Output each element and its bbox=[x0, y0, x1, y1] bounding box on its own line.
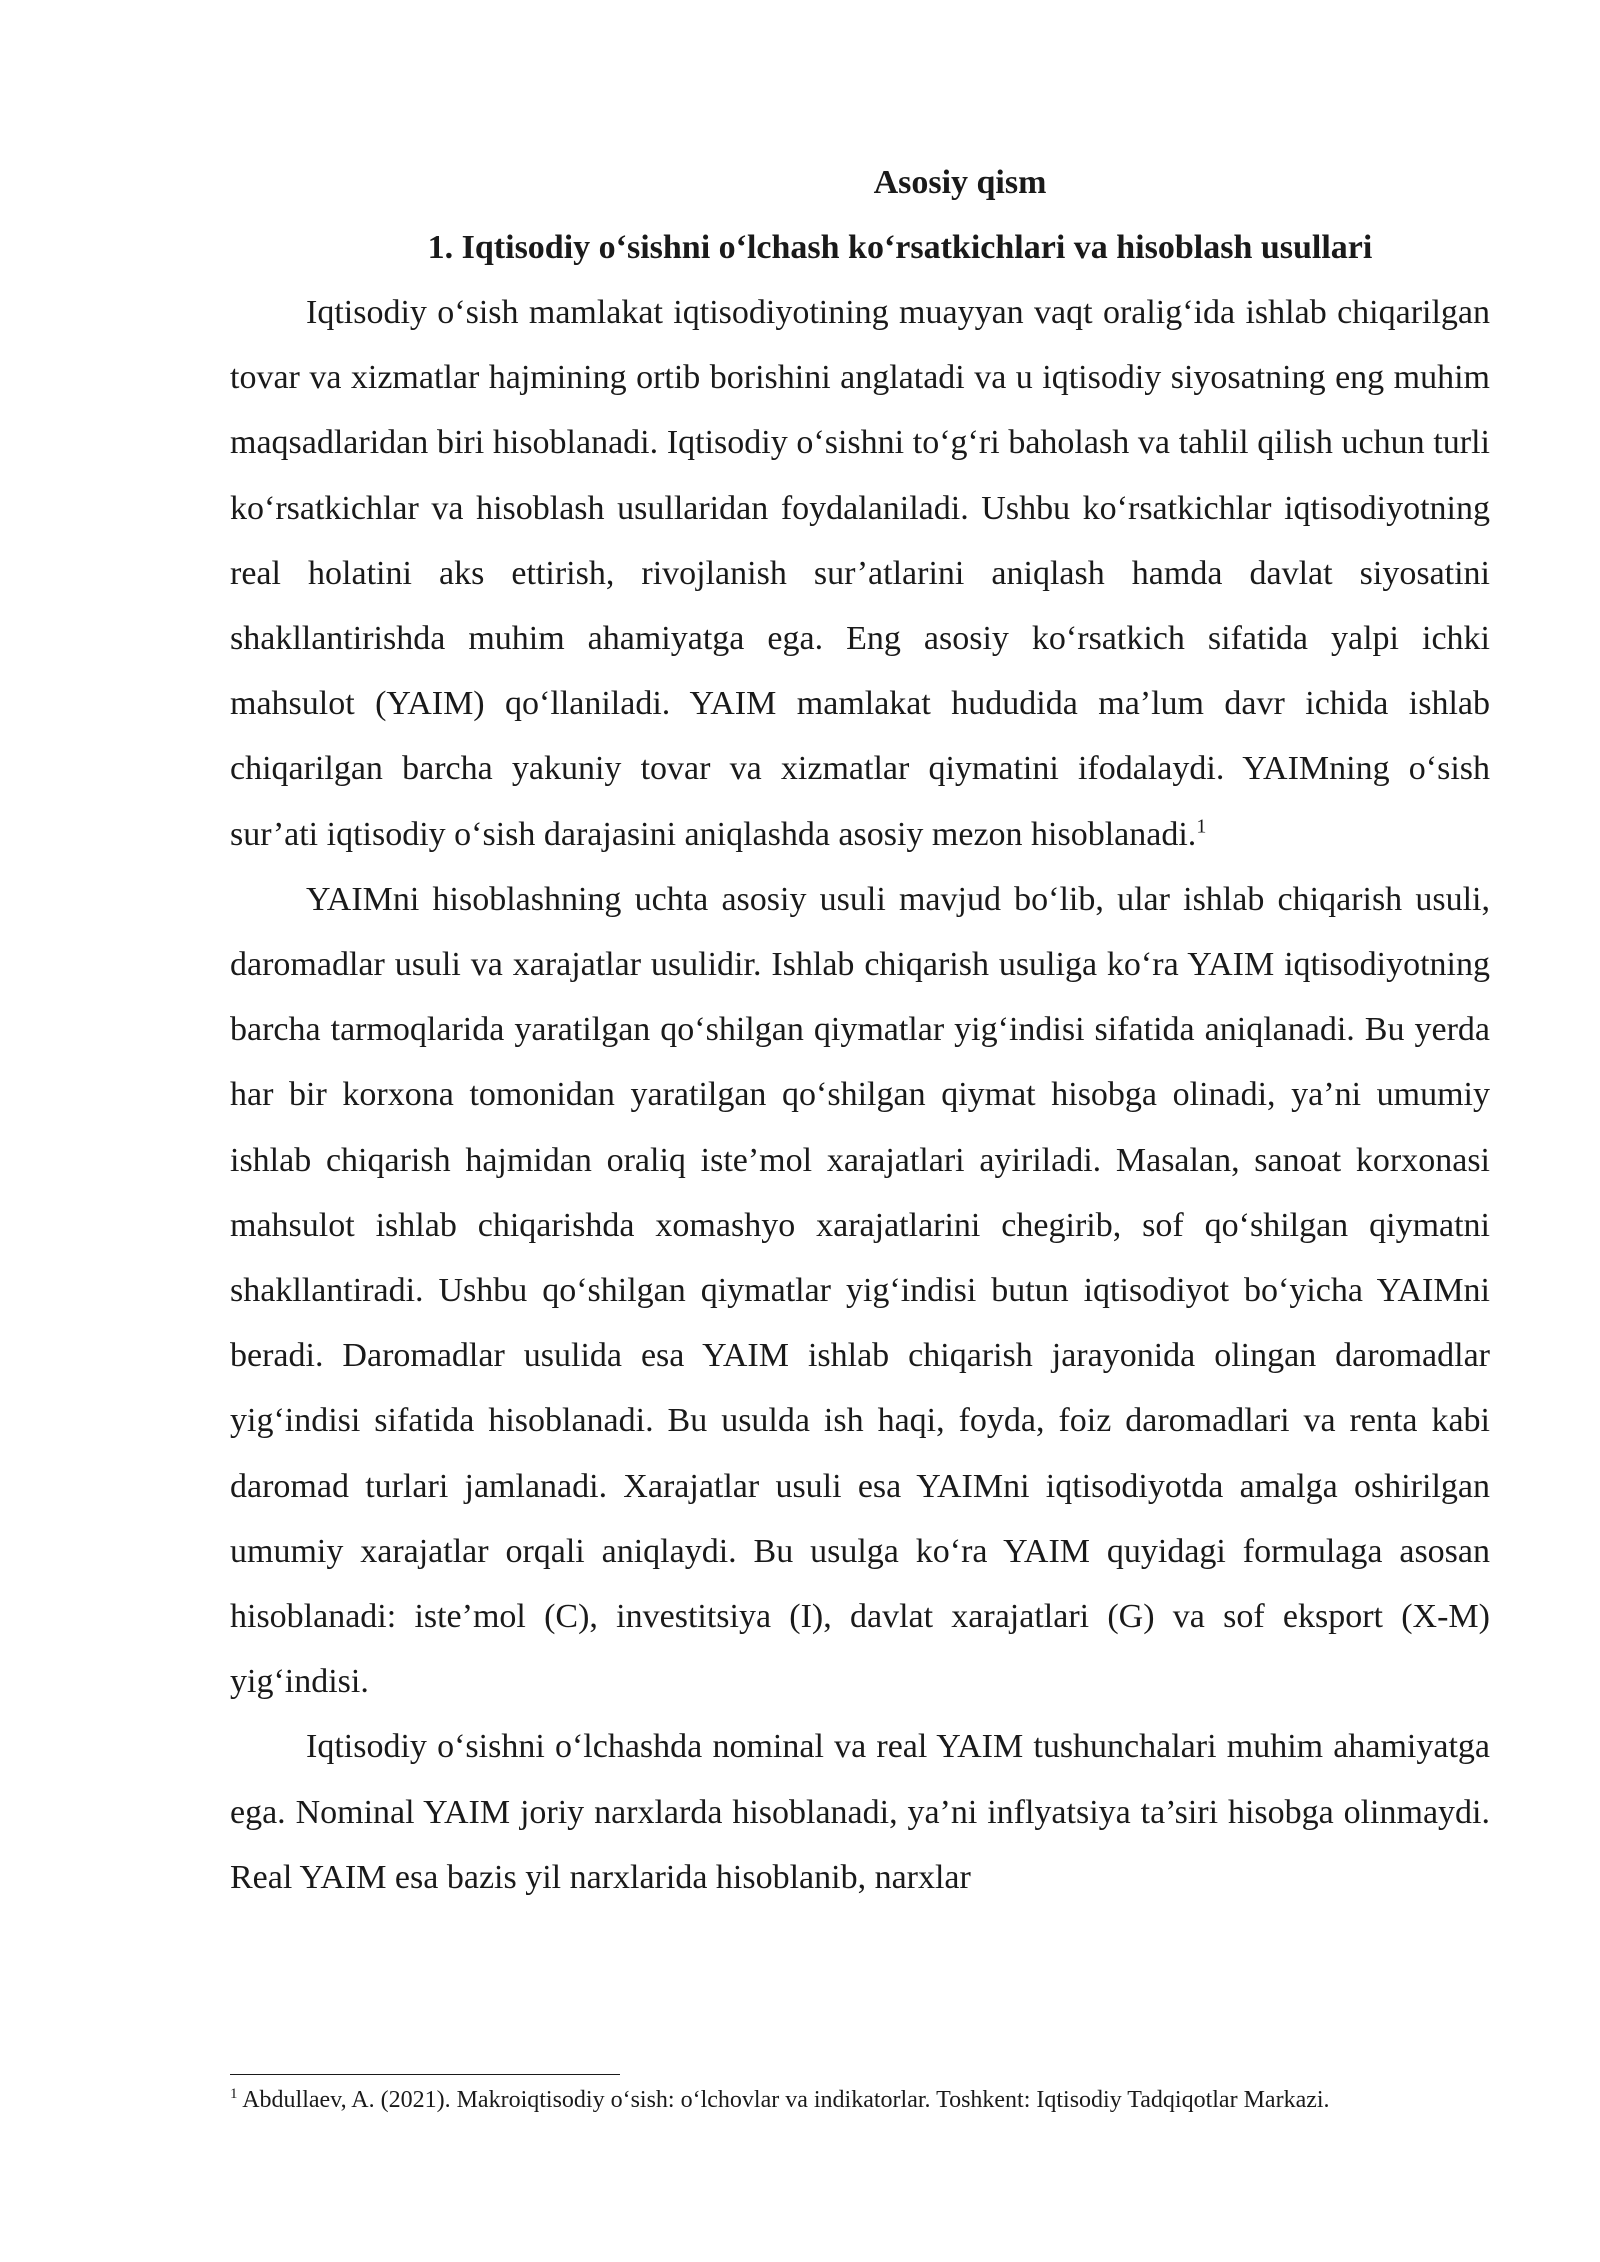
paragraph-1 bbox=[230, 280, 1490, 867]
footnote-text: Abdullaev, A. (2021). Makroiqtisodiy o‘sish: o‘lchovlar va indikatorlar. Toshkent: Iqtisodiy Tadqiqotlar Markazi. bbox=[242, 2087, 1330, 2113]
subsection-title: 1. Iqtisodiy o‘sishni o‘lchash ko‘rsatkichlari va hisoblash usullari bbox=[427, 229, 1373, 266]
page-body bbox=[230, 150, 1490, 1910]
footnote bbox=[230, 2084, 1530, 2116]
footnote-marker: 1 bbox=[230, 2086, 238, 2102]
paragraph-3 bbox=[230, 1714, 1490, 1910]
footnote-reference[interactable]: 1 bbox=[1196, 815, 1207, 838]
paragraph-3-text: Iqtisodiy o‘sishni o‘lchashda nominal va real YAIM tushunchalari muhim ahamiyatga ega. Nominal YAIM joriy narxlarda hisoblanadi, ya’ni inflyatsiya ta’siri hisobga olinmaydi. Real YAIM esa bazis yil narxlarida hisoblanib, narxlar bbox=[230, 1728, 1490, 1896]
paragraph-2 bbox=[230, 867, 1490, 1715]
paragraph-2-text: YAIMni hisoblashning uchta asosiy usuli mavjud bo‘lib, ular ishlab chiqarish usuli, daromadlar usuli va xarajatlar usulidir. Ishlab chiqarish usuliga ko‘ra YAIM iqtisodiyotning barcha tarmoqlarida yaratilgan qo‘shilgan qiymatlar yig‘indisi sifatida aniqlanadi. Bu yerda har bir korxona tomonidan yaratilgan qo‘shilgan qiymat hisobga olinadi, ya’ni umumiy ishlab chiqarish hajmidan oraliq iste’mol xarajatlari ayiriladi. Masalan, sanoat korxonasi mahsulot ishlab chiqarishda xomashyo xarajatlarini chegirib, sof qo‘shilgan qiymatni shakllantiradi. Ushbu qo‘shilgan qiymatlar yig‘indisi butun iqtisodiyot bo‘yicha YAIMni beradi. Daromadlar usulida esa YAIM ishlab chiqarish jarayonida olingan daromadlar yig‘indisi sifatida hisoblanadi. Bu usulda ish haqi, foyda, foiz daromadlari va renta kabi daromad turlari jamlanadi. Xarajatlar usuli esa YAIMni iqtisodiyotda amalga oshirilgan umumiy xarajatlar orqali aniqlaydi. Bu usulga ko‘ra YAIM quyidagi formulaga asosan hisoblanadi: iste’mol (C), investitsiya (I), davlat xarajatlari (G) va sof eksport (X-M) yig‘indisi. bbox=[230, 880, 1490, 1701]
section-title: Asosiy qism bbox=[873, 164, 1047, 201]
footnote-separator bbox=[230, 2074, 620, 2075]
paragraph-1-text: Iqtisodiy o‘sish mamlakat iqtisodiyotining muayyan vaqt oralig‘ida ishlab chiqarilgan tovar va xizmatlar hajmining ortib borishini anglatadi va u iqtisodiy siyosatning eng muhim maqsadlaridan biri hisoblanadi. Iqtisodiy o‘sishni to‘g‘ri baholash va tahlil qilish uchun turli ko‘rsatkichlar va hisoblash usullaridan foydalaniladi. Ushbu ko‘rsatkichlar iqtisodiyotning real holatini aks ettirish, rivojlanish sur’atlarini aniqlash hamda davlat siyosatini shakllantirishda muhim ahamiyatga ega. Eng asosiy ko‘rsatkich sifatida yalpi ichki mahsulot (YAIM) qo‘llaniladi. YAIM mamlakat hududida ma’lum davr ichida ishlab chiqarilgan barcha yakuniy tovar va xizmatlar qiymatini ifodalaydi. YAIMning o‘sish sur’ati iqtisodiy o‘sish darajasini aniqlashda asosiy mezon hisoblanadi. bbox=[230, 294, 1490, 853]
